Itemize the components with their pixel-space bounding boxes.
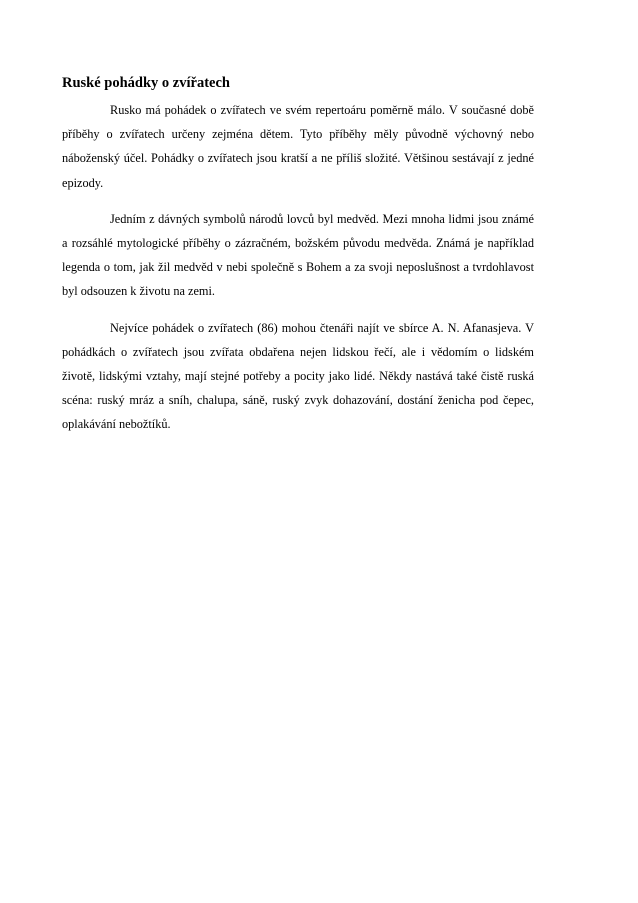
paragraph-3: Nejvíce pohádek o zvířatech (86) mohou čtenáři najít ve sbírce A. N. Afanasjeva. V pohádkách o zvířatech jsou zvířata obdařena nejen lidskou řečí, ale i vědomím o lidském životě, lidskými vztahy, mají stejné potřeby a pocity jako lidé. Někdy nastává také čistě ruská scéna: ruský mráz a sníh, chalupa, sáně, ruský zvyk dohazování, dostání ženicha pod čepec, oplakávání nebožtíků. <box>62 320 534 432</box>
paragraph-2: Jedním z dávných symbolů národů lovců byl medvěd. Mezi mnoha lidmi jsou známé a rozsáhlé mytologické příběhy o zázračném, božském původu medvěda. Známá je například legenda o tom, jak žil medvěd v nebi společně s Bohem a za svoji neposlušnost a tvrdohlavost byl odsouzen k životu na zemi. <box>62 211 534 299</box>
document-title: Ruské pohádky o zvířatech <box>62 75 230 91</box>
paragraph-1: Rusko má pohádek o zvířatech ve svém repertoáru poměrně málo. V současné době příběhy o zvířatech určeny zejména dětem. Tyto příběhy měly původně výchovný nebo náboženský účel. Pohádky o zvířatech jsou kratší a ne příliš složité. Většinou sestávají z jedné epizody. <box>62 103 534 190</box>
document-body <box>62 74 534 449</box>
